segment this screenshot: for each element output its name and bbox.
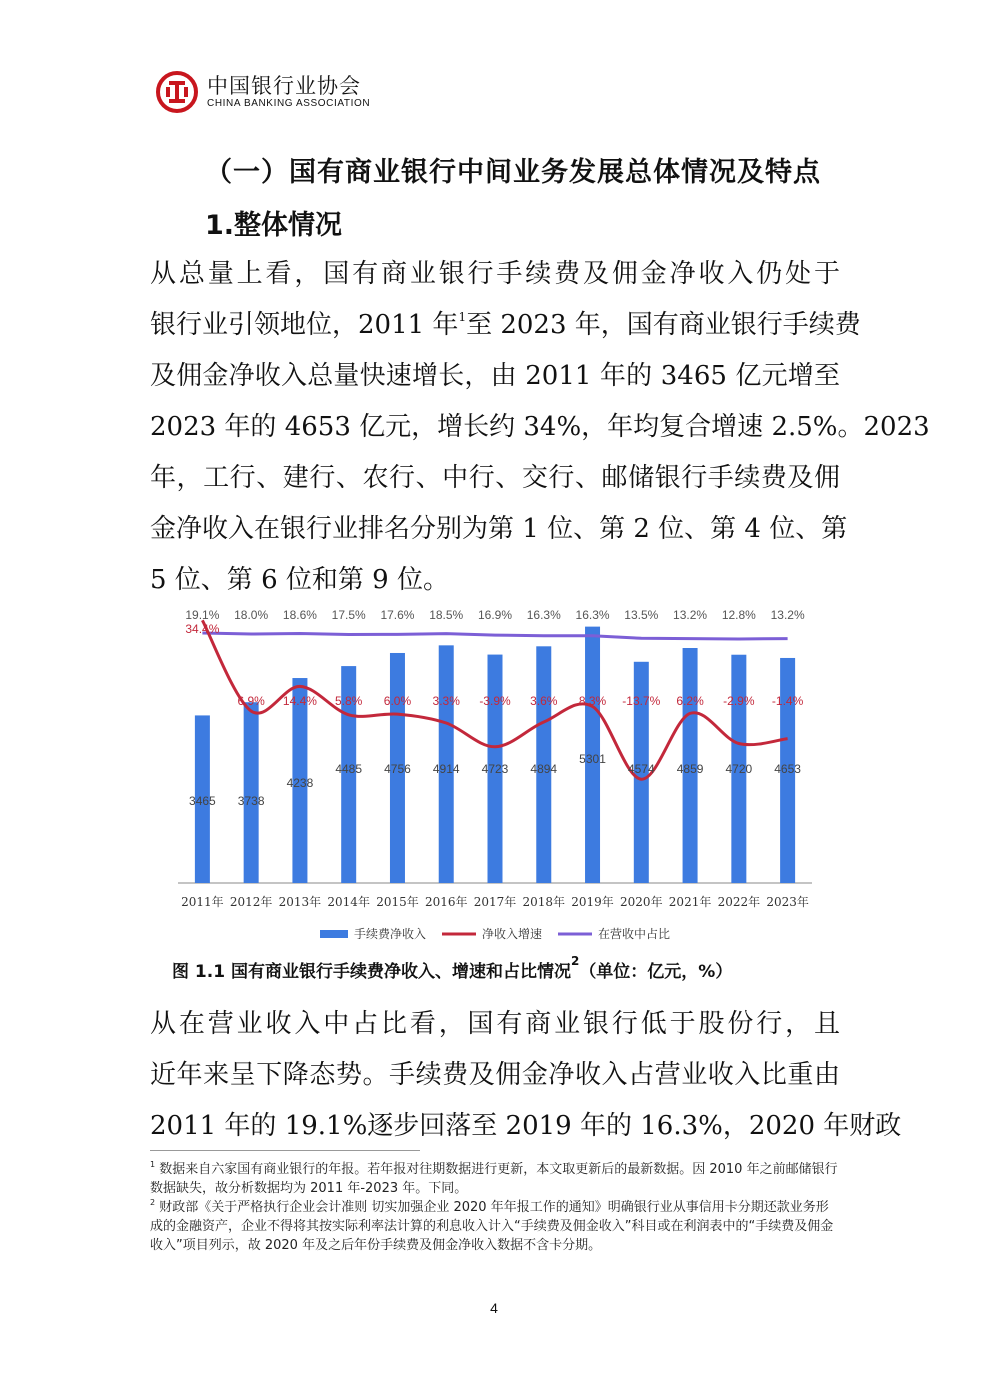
legend-label-growth: 净收入增速 <box>482 927 543 941</box>
share-data-label: 18.0% <box>234 608 269 622</box>
paragraph-overview-line: 2023 年的 4653 亿元，增长约 34%，年均复合增速 2.5%。2023 <box>150 412 930 442</box>
growth-data-label: 14.4% <box>282 694 317 708</box>
footnote-item: $^1$ 数据来自六家国有商业银行的年报。若年报对往期数据进行更新，本文取更新后的最新数据。因 2010 年之前邮储银行数据缺失，故分析数据均为 2011 年-2023 年。下同。 <box>150 1160 838 1196</box>
x-tick-label: 2019年 <box>571 895 614 909</box>
paragraph-share-line: 从在营业收入中占比看，国有商业银行低于股份行，且 <box>150 1009 840 1039</box>
org-name-en: CHINA BANKING ASSOCIATION <box>207 98 371 109</box>
share-data-label: 12.8% <box>721 608 756 622</box>
share-data-label: 13.2% <box>673 608 708 622</box>
chart-svg <box>150 595 840 950</box>
growth-data-label: -13.7% <box>622 694 661 708</box>
growth-data-label: -3.9% <box>479 694 511 708</box>
share-data-label: 18.6% <box>282 608 317 622</box>
x-tick-label: 2015年 <box>376 895 419 909</box>
growth-data-label: 6.2% <box>676 694 704 708</box>
bar-data-label: 4574 <box>627 762 655 776</box>
x-tick-label: 2023年 <box>766 895 809 909</box>
caption-footnote-ref: 2 <box>570 954 580 968</box>
paragraph-overview-line: 金净收入在银行业排名分别为第 1 位、第 2 位、第 4 位、第 <box>150 514 848 544</box>
paragraph-overview-line: 及佣金净收入总量快速增长，由 2011 年的 3465 亿元增至 <box>150 361 840 391</box>
caption-unit: （单位：亿元，%） <box>579 962 733 982</box>
caption-text: 图 1.1 国有商业银行手续费净收入、增速和占比情况 <box>172 962 571 982</box>
share-data-label: 16.3% <box>526 608 561 622</box>
subsection-title: 1.整体情况 <box>205 210 343 241</box>
paragraph-share <box>150 999 902 1152</box>
x-tick-label: 2014年 <box>327 895 370 909</box>
footnote-mark: 2 <box>150 1198 156 1207</box>
share-data-label: 17.5% <box>331 608 366 622</box>
share-data-label: 13.5% <box>624 608 659 622</box>
share-data-label: 16.3% <box>575 608 610 622</box>
growth-data-label: 8.3% <box>578 694 607 708</box>
bar-data-label: 4485 <box>335 762 363 776</box>
bar-data-label: 4756 <box>384 762 411 776</box>
x-tick-label: 2017年 <box>473 895 517 909</box>
share-data-label: 18.5% <box>429 608 464 622</box>
bar-data-label: 3738 <box>237 794 265 808</box>
legend-swatch-bar <box>320 930 348 938</box>
cba-logo-icon <box>155 70 199 114</box>
x-tick-label: 2013年 <box>278 895 322 909</box>
growth-data-label: 6.9% <box>237 694 265 708</box>
bar-mark <box>244 702 259 883</box>
chart-figure <box>150 595 840 950</box>
footnotes <box>150 1160 840 1255</box>
legend-label-share: 在营收中占比 <box>598 927 671 941</box>
growth-data-label: -1.4% <box>771 694 804 708</box>
bar-data-label: 4723 <box>481 762 509 776</box>
x-tick-label: 2021年 <box>668 895 712 909</box>
x-tick-label: 2018年 <box>522 895 566 909</box>
x-tick-label: 2011年 <box>181 895 224 909</box>
paragraph-overview-line: 银行业引领地位，2011 年$^1$至 2023 年，国有商业银行手续费 <box>150 310 861 340</box>
footnote-divider <box>150 1150 420 1151</box>
share-data-label: 13.2% <box>770 608 805 622</box>
growth-data-label: 3.3% <box>432 694 460 708</box>
paragraph-overview <box>150 249 930 606</box>
bar-data-label: 4894 <box>530 762 558 776</box>
paragraph-share-line: 近年来呈下降态势。手续费及佣金净收入占营业收入比重由 <box>150 1060 840 1090</box>
paragraph-share-line: 2011 年的 19.1%逐步回落至 2019 年的 16.3%，2020 年财政 <box>150 1111 902 1141</box>
x-tick-label: 2012年 <box>229 895 273 909</box>
x-tick-label: 2020年 <box>620 895 663 909</box>
section-title: （一）国有商业银行中间业务发展总体情况及特点 <box>205 157 821 188</box>
page-number: 4 <box>490 1300 498 1316</box>
legend-label-bar: 手续费净收入 <box>354 927 427 941</box>
growth-data-label: 6.0% <box>383 694 412 708</box>
share-data-label: 17.6% <box>380 608 415 622</box>
footnote-item: $^2$ 财政部《关于严格执行企业会计准则 切实加强企业 2020 年年报工作的通知》明确银行业从事信用卡分期还款业务形成的金融资产，企业不得将其按实际利率法计算的利息收入计入“手续费及佣金收入”科目或在利润表中的“手续费及佣金收入”项目列示，故 2020 年及之后年份手续费及佣金净收入数据不含卡分期。 <box>150 1198 834 1253</box>
bar-data-label: 5301 <box>579 752 606 766</box>
growth-data-label: 34.4% <box>185 622 220 636</box>
footnote-ref: 1 <box>458 310 467 324</box>
share-line <box>202 633 787 639</box>
figure-caption <box>172 954 733 982</box>
share-data-label: 16.9% <box>477 608 513 622</box>
growth-data-label: 3.6% <box>530 694 558 708</box>
bar-data-label: 4720 <box>725 762 753 776</box>
bar-data-label: 3465 <box>189 794 216 808</box>
bar-data-label: 4859 <box>676 762 704 776</box>
paragraph-overview-line: 5 位、第 6 位和第 9 位。 <box>150 565 449 595</box>
bar-data-label: 4914 <box>432 762 460 776</box>
x-tick-label: 2022年 <box>717 895 761 909</box>
growth-data-label: -2.9% <box>723 694 755 708</box>
org-name-cn: 中国银行业协会 <box>207 74 361 98</box>
bar-data-label: 4653 <box>774 762 801 776</box>
x-tick-label: 2016年 <box>424 895 468 909</box>
paragraph-overview-line: 年，工行、建行、农行、中行、交行、邮储银行手续费及佣 <box>150 463 840 493</box>
footnote-mark: 1 <box>150 1160 156 1169</box>
share-data-label: 19.1% <box>185 608 220 622</box>
bar-data-label: 4238 <box>286 776 314 790</box>
growth-data-label: 5.8% <box>335 694 363 708</box>
header-logo <box>155 70 370 114</box>
paragraph-overview-line: 从总量上看，国有商业银行手续费及佣金净收入仍处于 <box>150 259 840 289</box>
